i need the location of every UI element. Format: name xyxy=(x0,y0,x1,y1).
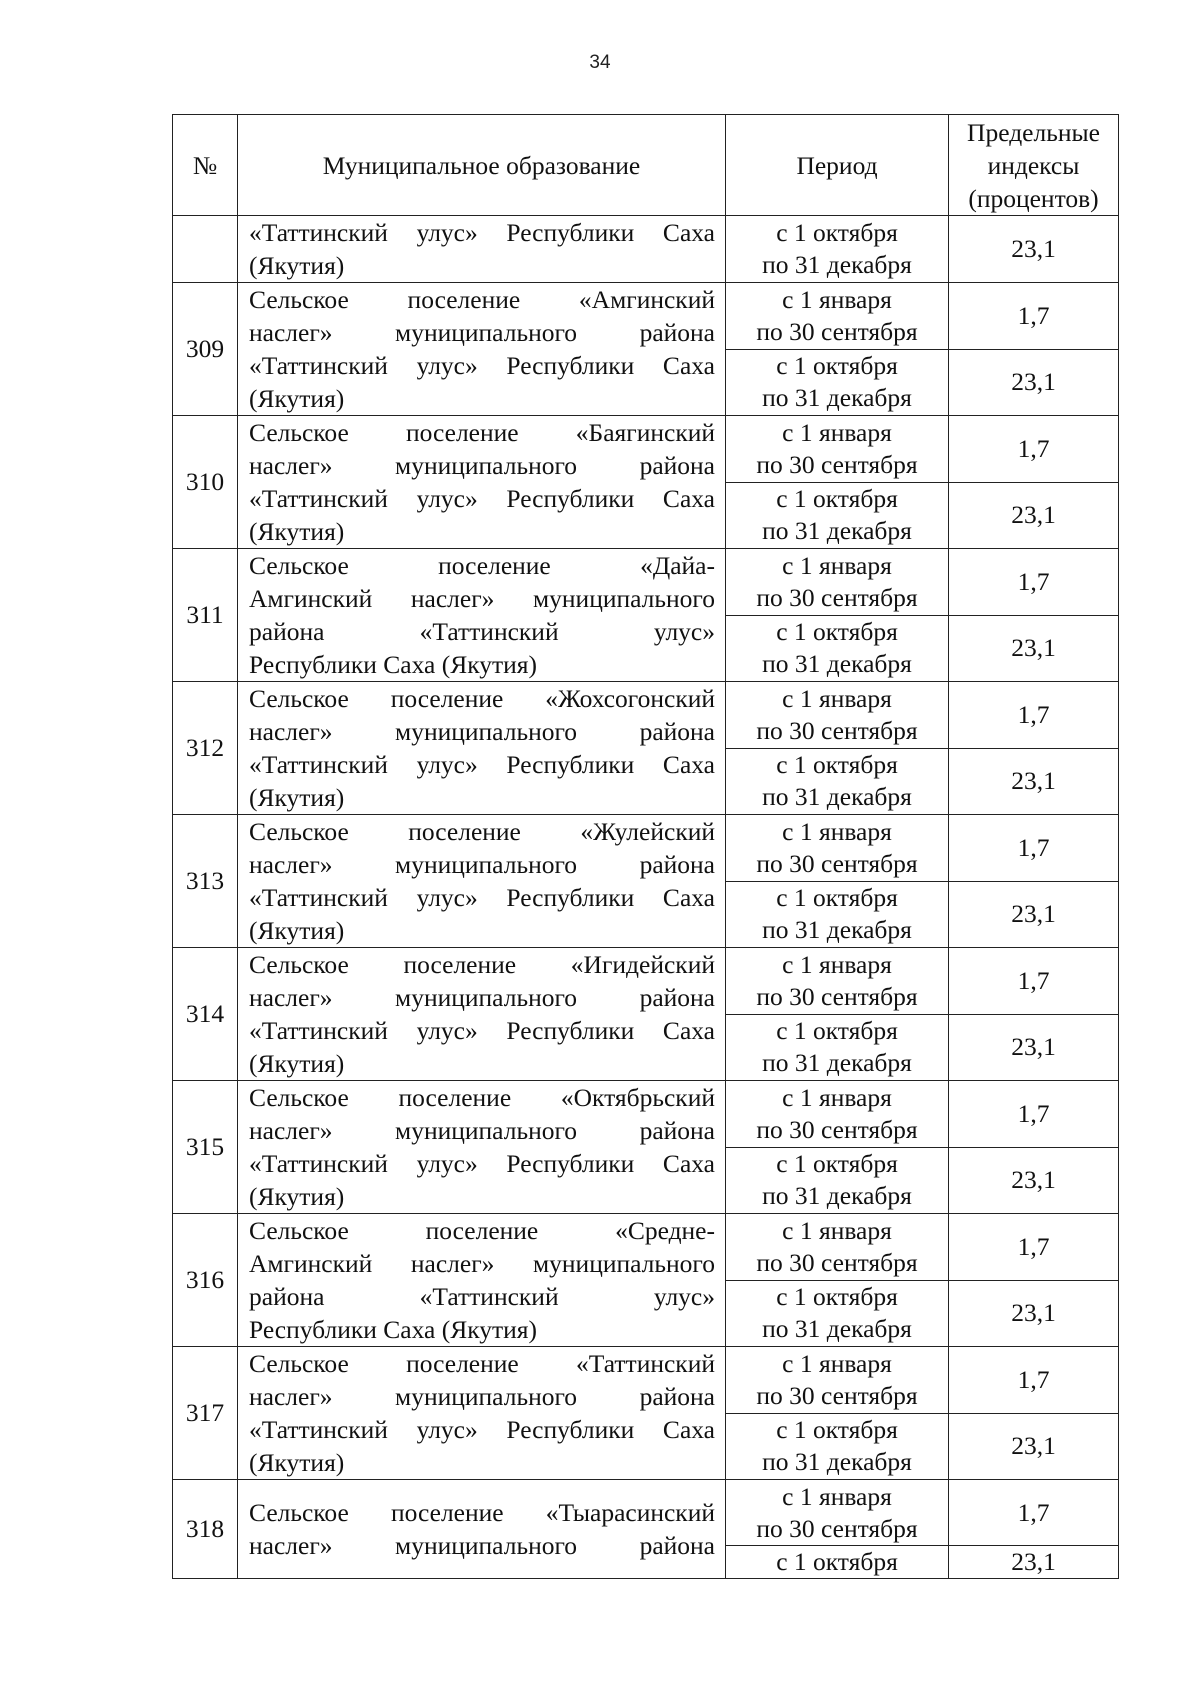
municipality-name-line: района «Таттинский улус» xyxy=(249,617,715,646)
period-line: по 31 декабря xyxy=(762,516,912,546)
municipality-name-line: Республики Саха (Якутия) xyxy=(249,1315,538,1344)
header-number: № xyxy=(173,115,238,216)
period-cell xyxy=(726,682,949,749)
period-line: с 1 октября xyxy=(776,883,898,913)
period-cell xyxy=(726,615,949,682)
index-value-cell: 1,7 xyxy=(949,283,1119,350)
municipality-name-line: Сельское поселение «Жулейский xyxy=(249,817,715,846)
municipality-name-line: Сельское поселение «Баягинский xyxy=(249,418,715,447)
municipality-name-cell xyxy=(238,1347,726,1480)
municipality-name-line: наслег» муниципального района xyxy=(249,1382,715,1411)
municipality-name-line: Сельское поселение «Амгинский xyxy=(249,285,715,314)
municipality-name-line: Амгинский наслег» муниципального xyxy=(249,1249,715,1278)
municipality-name-cell xyxy=(238,1480,726,1579)
municipality-name-line: Сельское поселение «Тыарасинский xyxy=(249,1498,715,1527)
header-index-line: Предельные xyxy=(967,117,1100,147)
header-index xyxy=(949,115,1119,216)
municipality-name-line: наслег» муниципального района xyxy=(249,1116,715,1145)
period-cell xyxy=(726,1347,949,1414)
row-number-cell: 311 xyxy=(173,549,238,682)
period-line: с 1 октября xyxy=(776,218,898,247)
municipality-name-line: (Якутия) xyxy=(249,517,345,546)
period-line: с 1 января xyxy=(782,417,892,447)
period-cell xyxy=(726,216,949,283)
municipality-name-line: Сельское поселение «Жохсогонский xyxy=(249,684,715,713)
municipality-name-line: (Якутия) xyxy=(249,384,345,413)
period-line: с 1 октября xyxy=(776,1016,898,1046)
index-value-cell: 1,7 xyxy=(949,948,1119,1015)
table-body xyxy=(173,216,1119,1579)
table-row xyxy=(173,549,1119,616)
index-value-cell: 1,7 xyxy=(949,549,1119,616)
municipality-name-cell xyxy=(238,549,726,682)
index-value-cell: 1,7 xyxy=(949,682,1119,749)
header-row xyxy=(173,115,1119,216)
period-line: с 1 октября xyxy=(776,617,898,647)
period-line: по 31 декабря xyxy=(762,383,912,413)
row-number-cell xyxy=(173,216,238,283)
period-line: по 31 декабря xyxy=(762,915,912,945)
period-line: с 1 января xyxy=(782,949,892,979)
index-value-cell: 1,7 xyxy=(949,815,1119,882)
period-cell xyxy=(726,1147,949,1214)
header-index-line: (процентов) xyxy=(968,183,1099,213)
period-cell xyxy=(726,948,949,1015)
municipality-name-line: Сельское поселение «Октябрьский xyxy=(249,1083,715,1112)
row-number-cell: 313 xyxy=(173,815,238,948)
municipality-name-line: «Таттинский улус» Республики Саха xyxy=(249,484,715,513)
municipality-name-cell xyxy=(238,948,726,1081)
period-cell xyxy=(726,1280,949,1347)
period-line: по 31 декабря xyxy=(762,649,912,679)
index-value-cell: 23,1 xyxy=(949,1280,1119,1347)
municipality-name-cell xyxy=(238,1081,726,1214)
period-line: с 1 октября xyxy=(776,1282,898,1312)
municipality-name-line: (Якутия) xyxy=(249,1182,345,1211)
period-line: с 1 января xyxy=(782,1348,892,1378)
period-line: по 31 декабря xyxy=(762,782,912,812)
municipality-name-line: (Якутия) xyxy=(249,251,345,280)
period-cell xyxy=(726,416,949,483)
period-line: по 30 сентября xyxy=(756,1247,918,1277)
table-row xyxy=(173,1081,1119,1148)
row-number-cell: 318 xyxy=(173,1480,238,1579)
municipality-name-line: (Якутия) xyxy=(249,916,345,945)
page-number: 34 xyxy=(589,52,611,73)
municipality-name-cell xyxy=(238,416,726,549)
period-line: по 30 сентября xyxy=(756,1380,918,1410)
municipality-name-line: наслег» муниципального района xyxy=(249,717,715,746)
period-line: с 1 октября xyxy=(776,1415,898,1445)
index-value-cell: 1,7 xyxy=(949,1347,1119,1414)
row-number-cell: 312 xyxy=(173,682,238,815)
municipality-name-line: (Якутия) xyxy=(249,1049,345,1078)
period-line: по 30 сентября xyxy=(756,449,918,479)
header-municipality: Муниципальное образование xyxy=(238,115,726,216)
period-line: с 1 января xyxy=(782,550,892,580)
table-row xyxy=(173,1214,1119,1281)
period-line: по 31 декабря xyxy=(762,1181,912,1211)
period-line: с 1 января xyxy=(782,1215,892,1245)
row-number-cell: 314 xyxy=(173,948,238,1081)
period-line: с 1 октября xyxy=(776,750,898,780)
period-line: по 31 декабря xyxy=(762,250,912,279)
municipality-name-line: наслег» муниципального района xyxy=(249,1531,715,1560)
period-line: по 30 сентября xyxy=(756,1114,918,1144)
municipality-name-cell xyxy=(238,283,726,416)
municipality-name-line: «Таттинский улус» Республики Саха xyxy=(249,351,715,380)
period-cell xyxy=(726,1546,949,1579)
index-value-cell: 23,1 xyxy=(949,748,1119,815)
indices-table xyxy=(172,114,1119,1579)
municipality-name-line: Сельское поселение «Средне- xyxy=(249,1216,715,1245)
period-line: по 30 сентября xyxy=(756,848,918,878)
header-period: Период xyxy=(726,115,949,216)
period-line: с 1 января xyxy=(782,284,892,314)
period-cell xyxy=(726,283,949,350)
period-line: по 31 декабря xyxy=(762,1048,912,1078)
period-cell xyxy=(726,549,949,616)
table-row xyxy=(173,815,1119,882)
municipality-name-line: наслег» муниципального района xyxy=(249,850,715,879)
index-value-cell: 1,7 xyxy=(949,416,1119,483)
period-line: по 31 декабря xyxy=(762,1447,912,1477)
index-value-cell: 23,1 xyxy=(949,1546,1119,1579)
row-number-cell: 315 xyxy=(173,1081,238,1214)
index-value-cell: 23,1 xyxy=(949,615,1119,682)
period-line: с 1 октября xyxy=(776,1149,898,1179)
period-cell xyxy=(726,1413,949,1480)
municipality-name-line: Сельское поселение «Таттинский xyxy=(249,1349,715,1378)
period-cell xyxy=(726,349,949,416)
municipality-name-line: «Таттинский улус» Республики Саха xyxy=(249,1415,715,1444)
municipality-name-line: наслег» муниципального района xyxy=(249,451,715,480)
index-value-cell: 23,1 xyxy=(949,216,1119,283)
municipality-name-line: Амгинский наслег» муниципального xyxy=(249,584,715,613)
row-number-cell: 317 xyxy=(173,1347,238,1480)
index-value-cell: 1,7 xyxy=(949,1214,1119,1281)
municipality-name-line: Республики Саха (Якутия) xyxy=(249,650,538,679)
period-cell xyxy=(726,482,949,549)
period-cell xyxy=(726,1014,949,1081)
table-row xyxy=(173,216,1119,283)
period-line: по 30 сентября xyxy=(756,582,918,612)
period-cell xyxy=(726,815,949,882)
table-row xyxy=(173,1480,1119,1546)
period-line: по 30 сентября xyxy=(756,981,918,1011)
index-value-cell: 23,1 xyxy=(949,881,1119,948)
municipality-name-line: наслег» муниципального района xyxy=(249,983,715,1012)
index-value-cell: 23,1 xyxy=(949,1014,1119,1081)
table-row xyxy=(173,682,1119,749)
period-line: с 1 января xyxy=(782,1082,892,1112)
header-index-line: индексы xyxy=(987,150,1080,180)
period-line: по 30 сентября xyxy=(756,1513,918,1543)
municipality-name-line: (Якутия) xyxy=(249,1448,345,1477)
period-line: с 1 октября xyxy=(776,351,898,381)
period-line: по 30 сентября xyxy=(756,316,918,346)
municipality-name-cell xyxy=(238,815,726,948)
municipality-name-line: «Таттинский улус» Республики Саха xyxy=(249,1016,715,1045)
municipality-name-cell xyxy=(238,682,726,815)
index-value-cell: 1,7 xyxy=(949,1081,1119,1148)
municipality-name-line: «Таттинский улус» Республики Саха xyxy=(249,750,715,779)
table-row xyxy=(173,948,1119,1015)
row-number-cell: 316 xyxy=(173,1214,238,1347)
index-value-cell: 23,1 xyxy=(949,1413,1119,1480)
period-line: с 1 октября xyxy=(776,1547,898,1576)
period-cell xyxy=(726,881,949,948)
table-row xyxy=(173,283,1119,350)
municipality-name-line: «Таттинский улус» Республики Саха xyxy=(249,1149,715,1178)
municipality-name-line: наслег» муниципального района xyxy=(249,318,715,347)
municipality-name-cell xyxy=(238,216,726,283)
municipality-name-line: района «Таттинский улус» xyxy=(249,1282,715,1311)
index-value-cell: 23,1 xyxy=(949,482,1119,549)
municipality-name-line: «Таттинский улус» Республики Саха xyxy=(249,218,715,247)
municipality-name-line: «Таттинский улус» Республики Саха xyxy=(249,883,715,912)
period-line: с 1 октября xyxy=(776,484,898,514)
row-number-cell: 310 xyxy=(173,416,238,549)
period-line: с 1 января xyxy=(782,816,892,846)
index-value-cell: 1,7 xyxy=(949,1480,1119,1546)
row-number-cell: 309 xyxy=(173,283,238,416)
municipality-name-cell xyxy=(238,1214,726,1347)
period-line: с 1 января xyxy=(782,683,892,713)
index-value-cell: 23,1 xyxy=(949,1147,1119,1214)
period-cell xyxy=(726,748,949,815)
municipality-name-line: (Якутия) xyxy=(249,783,345,812)
table-row xyxy=(173,416,1119,483)
period-cell xyxy=(726,1480,949,1546)
period-line: по 31 декабря xyxy=(762,1314,912,1344)
municipality-name-line: Сельское поселение «Игидейский xyxy=(249,950,715,979)
period-line: с 1 января xyxy=(782,1481,892,1511)
table-row xyxy=(173,1347,1119,1414)
period-cell xyxy=(726,1081,949,1148)
period-cell xyxy=(726,1214,949,1281)
period-line: по 30 сентября xyxy=(756,715,918,745)
index-value-cell: 23,1 xyxy=(949,349,1119,416)
municipality-name-line: Сельское поселение «Дайа- xyxy=(249,551,715,580)
